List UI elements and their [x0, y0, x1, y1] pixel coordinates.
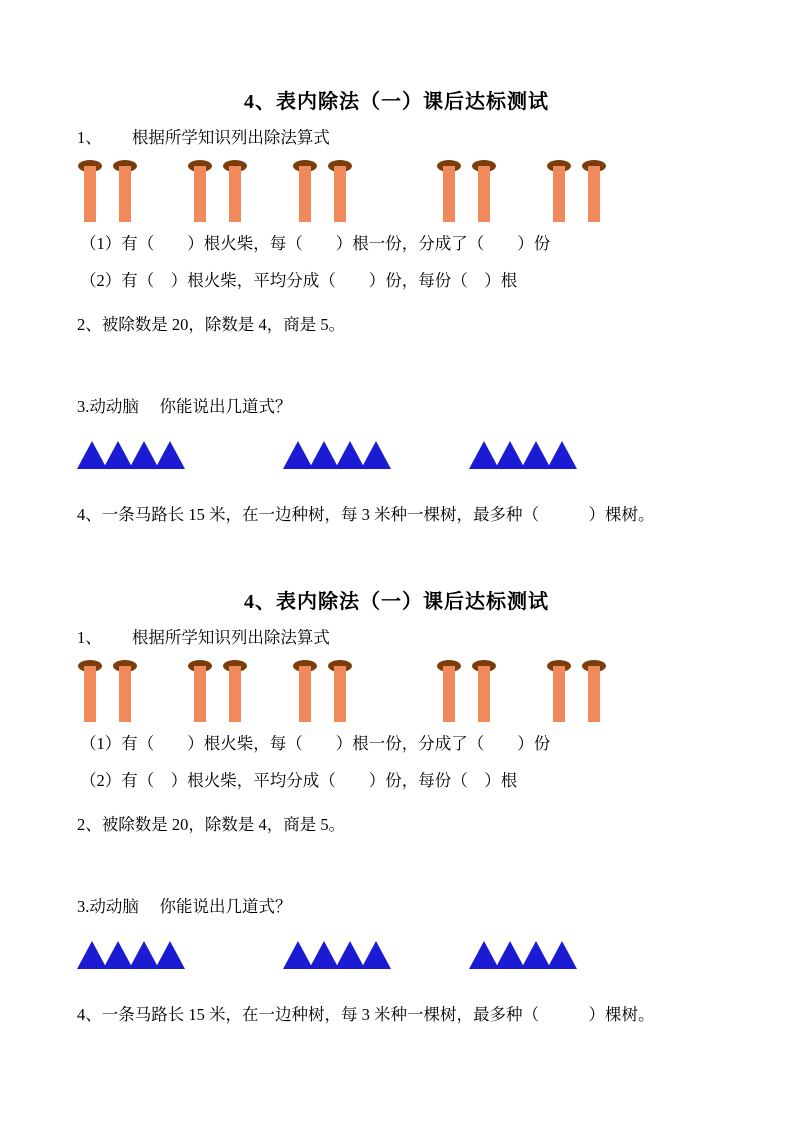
matchstick-stick: [119, 166, 131, 222]
question-1-number: 1、: [77, 628, 102, 647]
triangle-group: [283, 941, 387, 970]
matchstick-icon: [113, 660, 137, 722]
matchstick-icon: [547, 160, 571, 222]
triangle-group: [77, 941, 181, 970]
matchstick-icon: [223, 660, 247, 722]
matchstick-stick: [553, 666, 565, 722]
matchstick-icon: [328, 660, 352, 722]
triangle-group: [469, 441, 573, 470]
matchstick-stick: [443, 166, 455, 222]
triangle-group: [469, 941, 573, 970]
matchstick-stick: [194, 666, 206, 722]
matchstick-stick: [299, 166, 311, 222]
triangle-icon: [155, 441, 185, 469]
matchstick-stick: [299, 666, 311, 722]
triangle-icon: [547, 441, 577, 469]
matchstick-stick: [588, 166, 600, 222]
matchstick-stick: [334, 166, 346, 222]
matchstick-icon: [582, 660, 606, 722]
triangle-group: [77, 441, 181, 470]
matchstick-icon: [188, 160, 212, 222]
question-1-blank-line-2: （2）有（ ）根火柴，平均分成（ ）份，每份（ ）根: [80, 771, 518, 790]
triangle-icon: [155, 941, 185, 969]
matchstick-group: [78, 160, 137, 222]
matchstick-stick: [119, 666, 131, 722]
question-1-text: 根据所学知识列出除法算式: [131, 128, 330, 147]
matchstick-group: [437, 660, 496, 722]
matchstick-icon: [113, 160, 137, 222]
matchstick-group: [547, 660, 606, 722]
question-3: 3.动动脑 你能说出几道式？: [77, 897, 292, 916]
question-2: 2、被除数是 20，除数是 4，商是 5。: [77, 815, 346, 834]
question-2: 2、被除数是 20，除数是 4，商是 5。: [77, 315, 346, 334]
matchstick-icon: [437, 660, 461, 722]
matchstick-group: [293, 160, 352, 222]
matchsticks-row: [0, 660, 793, 722]
triangle-group: [283, 441, 387, 470]
triangle-icon: [361, 941, 391, 969]
matchstick-icon: [188, 660, 212, 722]
triangle-icon: [361, 441, 391, 469]
page-title: 4、表内除法（一）课后达标测试: [244, 591, 549, 613]
matchstick-stick: [194, 166, 206, 222]
matchsticks-row: [0, 160, 793, 222]
matchstick-icon: [472, 660, 496, 722]
matchstick-group: [188, 660, 247, 722]
matchstick-icon: [582, 160, 606, 222]
page-title: 4、表内除法（一）课后达标测试: [244, 91, 549, 113]
matchstick-icon: [78, 660, 102, 722]
question-3: 3.动动脑 你能说出几道式？: [77, 397, 292, 416]
matchstick-group: [78, 660, 137, 722]
matchstick-icon: [293, 660, 317, 722]
matchstick-icon: [472, 160, 496, 222]
question-1-number: 1、: [77, 128, 102, 147]
question-1-blank-line-1: （1）有（ ）根火柴，每（ ）根一份，分成了（ ）份: [80, 234, 551, 253]
matchstick-icon: [328, 160, 352, 222]
matchstick-stick: [84, 666, 96, 722]
worksheet-copy-2: [0, 585, 793, 1083]
question-1: [77, 127, 330, 149]
matchstick-stick: [553, 166, 565, 222]
worksheet-copy-1: [0, 85, 793, 583]
matchstick-icon: [293, 160, 317, 222]
matchstick-stick: [229, 166, 241, 222]
matchstick-stick: [84, 166, 96, 222]
matchstick-icon: [437, 160, 461, 222]
question-1-blank-line-2: （2）有（ ）根火柴，平均分成（ ）份，每份（ ）根: [80, 271, 518, 290]
matchstick-stick: [443, 666, 455, 722]
question-4: 4、一条马路长 15 米，在一边种树，每 3 米种一棵树，最多种（ ）棵树。: [77, 505, 655, 524]
matchstick-icon: [223, 160, 247, 222]
question-4: 4、一条马路长 15 米，在一边种树，每 3 米种一棵树，最多种（ ）棵树。: [77, 1005, 655, 1024]
triangles-row: [0, 441, 793, 470]
matchstick-stick: [478, 166, 490, 222]
triangle-icon: [547, 941, 577, 969]
matchstick-stick: [334, 666, 346, 722]
matchstick-icon: [547, 660, 571, 722]
matchstick-stick: [229, 666, 241, 722]
matchstick-group: [547, 160, 606, 222]
matchstick-icon: [78, 160, 102, 222]
question-1-text: 根据所学知识列出除法算式: [131, 628, 330, 647]
triangles-row: [0, 941, 793, 970]
matchstick-stick: [478, 666, 490, 722]
matchstick-group: [437, 160, 496, 222]
matchstick-group: [188, 160, 247, 222]
matchstick-group: [293, 660, 352, 722]
question-1-blank-line-1: （1）有（ ）根火柴，每（ ）根一份，分成了（ ）份: [80, 734, 551, 753]
question-1: [77, 627, 330, 649]
matchstick-stick: [588, 666, 600, 722]
